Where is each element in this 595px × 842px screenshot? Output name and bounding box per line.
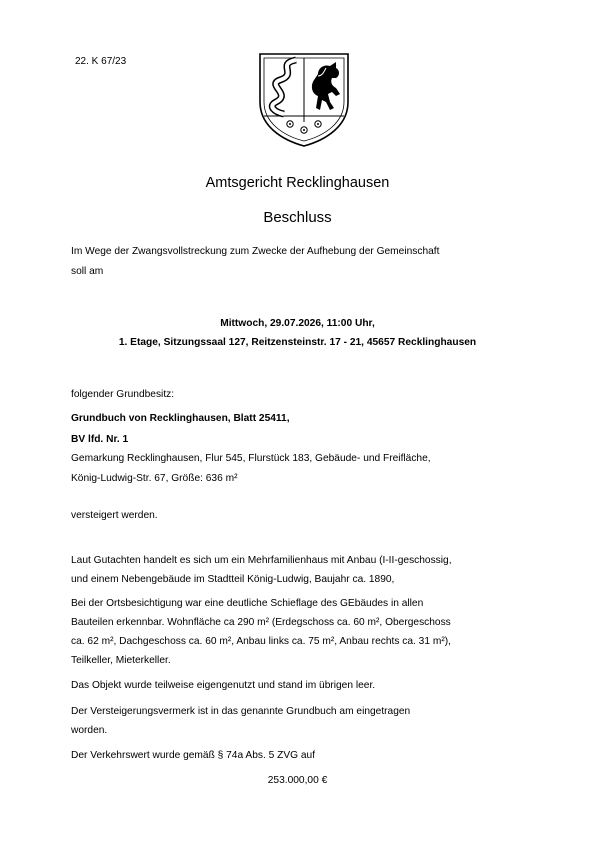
intro-line: Im Wege der Zwangsvollstreckung zum Zwecke der Aufhebung der Gemeinschaft bbox=[71, 246, 440, 257]
property-intro: folgender Grundbesitz: bbox=[71, 389, 175, 400]
inspection-line: Bei der Ortsbesichtigung war eine deutliche Schieflage des GEbäudes in allen bbox=[71, 598, 424, 609]
property-description-line: König-Ludwig-Str. 67, Größe: 636 m² bbox=[71, 473, 238, 484]
registration-line: worden. bbox=[71, 725, 108, 736]
case-number: 22. K 67/23 bbox=[75, 56, 127, 67]
property-description-line: Gemarkung Recklinghausen, Flur 545, Flurstück 183, Gebäude- und Freifläche, bbox=[71, 453, 431, 464]
registration-line: Der Versteigerungsvermerk ist in das genannte Grundbuch am eingetragen bbox=[71, 706, 411, 717]
market-value-amount: 253.000,00 € bbox=[267, 775, 328, 786]
document-title: Beschluss bbox=[263, 209, 332, 226]
usage-text: Das Objekt wurde teilweise eigengenutzt und stand im übrigen leer. bbox=[71, 680, 376, 691]
coat-of-arms-icon bbox=[256, 50, 352, 148]
inspection-line: Bauteilen erkennbar. Wohnfläche ca 290 m² (Erdegschoss ca. 60 m², Obergeschoss bbox=[71, 617, 451, 628]
market-value-text: Der Verkehrswert wurde gemäß § 74a Abs. 5 ZVG auf bbox=[71, 750, 316, 761]
appointment-date: Mittwoch, 29.07.2026, 11:00 Uhr, bbox=[220, 318, 375, 329]
report-line: und einem Nebengebäude im Stadtteil König-Ludwig, Baujahr ca. 1890, bbox=[71, 574, 395, 585]
court-name: Amtsgericht Recklinghausen bbox=[205, 175, 390, 191]
appointment-location: 1. Etage, Sitzungssaal 127, Reitzensteinstr. 17 - 21, 45657 Recklinghausen bbox=[118, 337, 477, 348]
land-register-line: Grundbuch von Recklinghausen, Blatt 25411, bbox=[71, 413, 290, 424]
register-item-line: BV lfd. Nr. 1 bbox=[71, 434, 129, 445]
auction-text: versteigert werden. bbox=[71, 510, 158, 521]
intro-line: soll am bbox=[71, 266, 104, 277]
inspection-line: Teilkeller, Mieterkeller. bbox=[71, 655, 171, 666]
report-line: Laut Gutachten handelt es sich um ein Mehrfamilienhaus mit Anbau (I-II-geschossig, bbox=[71, 555, 452, 566]
inspection-line: ca. 62 m², Dachgeschoss ca. 60 m², Anbau links ca. 75 m², Anbau rechts ca. 31 m²), bbox=[71, 636, 451, 647]
